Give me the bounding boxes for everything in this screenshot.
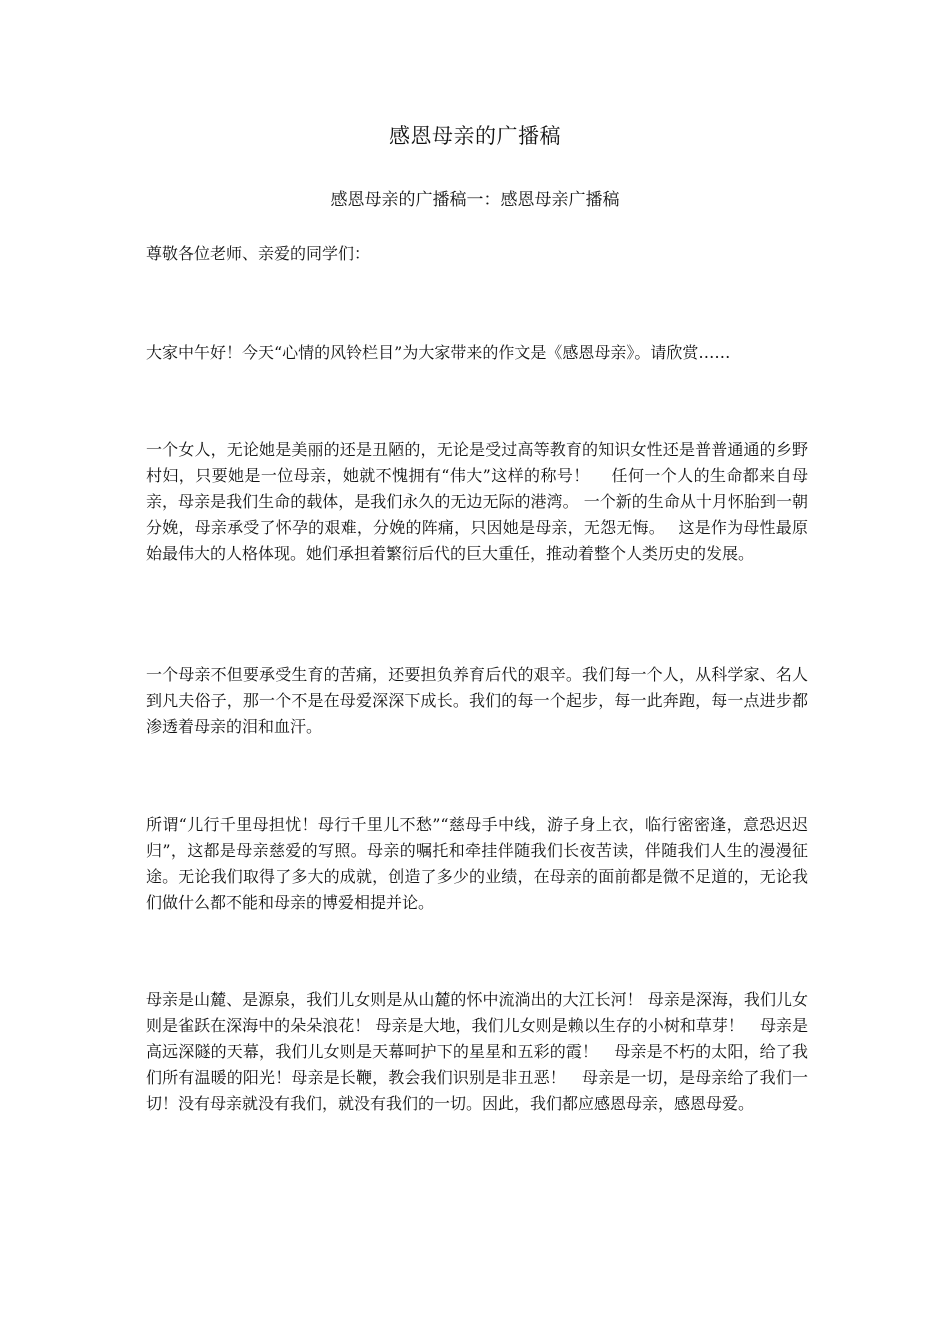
greeting-paragraph: 尊敬各位老师、亲爱的同学们： [146,244,371,263]
body-paragraph: 大家中午好！今天“心情的风铃栏目”为大家带来的作文是《感恩母亲》。请欣赏…… [146,343,731,362]
body-paragraph: 所谓“儿行千里母担忧！母行千里儿不愁”“慈母手中线，游子身上衣，临行密密逢，意恐迟迟归”，这都是母亲慈爱的写照。母亲的嘱托和牵挂伴随我们长夜苦读，伴随我们人生的漫漫征途。无论我们取得了多大的成就，创造了多少的业绩，在母亲的面前都是微不足道的，无论我们做什么都不能和母亲的博爱相提并论。 [146,815,808,912]
document-subtitle: 感恩母亲的广播稿一：感恩母亲广播稿 [330,190,620,210]
document-title: 感恩母亲的广播稿 [389,124,561,148]
body-paragraph: 一个女人，无论她是美丽的还是丑陋的，无论是受过高等教育的知识女性还是普普通通的乡野村妇，只要她是一位母亲，她就不愧拥有“伟大”这样的称号！ 任何一个人的生命都来自母亲，母亲是我们生命的载体，是我们永久的无边无际的港湾。 一个新的生命从十月怀胎到一朝分娩，母亲承受了怀孕的艰难，分娩的阵痛，只因她是母亲，无怨无悔。 这是作为母性最原始最伟大的人格体现。她们承担着繁衍后代的巨大重任，推动着整个人类历史的发展。 [146,440,808,563]
body-paragraph: 母亲是山麓、是源泉，我们儿女则是从山麓的怀中流淌出的大江长河！ 母亲是深海，我们儿女则是雀跃在深海中的朵朵浪花！ 母亲是大地，我们儿女则是赖以生存的小树和草芽！ 母亲是高远深隧的天幕，我们儿女则是天幕呵护下的星星和五彩的霞！ 母亲是不朽的太阳，给了我们所有温暖的阳光！母亲是长鞭，教会我们识别是非丑恶！ 母亲是一切，是母亲给了我们一切！没有母亲就没有我们，就没有我们的一切。因此，我们都应感恩母亲，感恩母爱。 [146,990,808,1113]
body-paragraph: 一个母亲不但要承受生育的苦痛，还要担负养育后代的艰辛。我们每一个人，从科学家、名人到凡夫俗子，那一个不是在母爱深深下成长。我们的每一个起步，每一此奔跑，每一点进步都渗透着母亲的泪和血汗。 [146,665,808,736]
